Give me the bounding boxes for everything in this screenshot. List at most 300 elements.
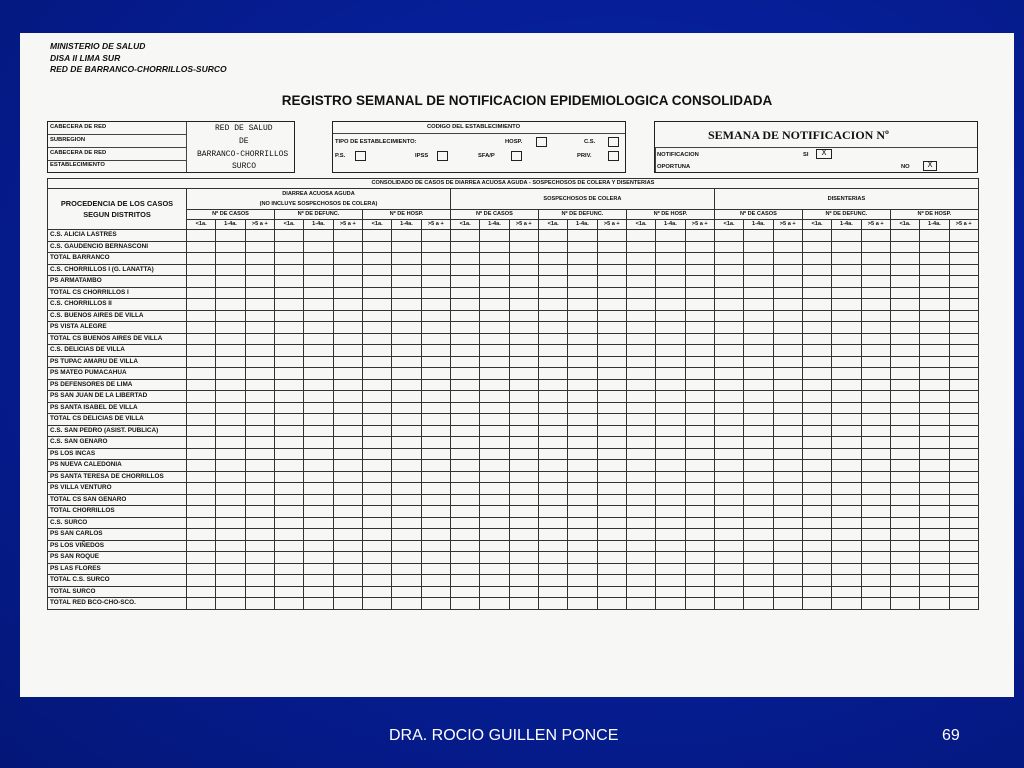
data-cell[interactable] bbox=[187, 460, 216, 472]
data-cell[interactable] bbox=[714, 471, 743, 483]
data-cell[interactable] bbox=[362, 264, 391, 276]
data-cell[interactable] bbox=[949, 299, 978, 311]
data-cell[interactable] bbox=[421, 333, 450, 345]
data-cell[interactable] bbox=[187, 575, 216, 587]
data-cell[interactable] bbox=[480, 471, 509, 483]
data-cell[interactable] bbox=[920, 425, 949, 437]
data-cell[interactable] bbox=[480, 356, 509, 368]
data-cell[interactable] bbox=[362, 529, 391, 541]
data-cell[interactable] bbox=[861, 494, 890, 506]
data-cell[interactable] bbox=[362, 414, 391, 426]
data-cell[interactable] bbox=[304, 552, 333, 564]
data-cell[interactable] bbox=[744, 310, 773, 322]
data-cell[interactable] bbox=[538, 391, 567, 403]
data-cell[interactable] bbox=[480, 322, 509, 334]
data-cell[interactable] bbox=[245, 402, 274, 414]
data-cell[interactable] bbox=[509, 437, 538, 449]
data-cell[interactable] bbox=[450, 471, 479, 483]
data-cell[interactable] bbox=[685, 540, 714, 552]
data-cell[interactable] bbox=[216, 563, 245, 575]
data-cell[interactable] bbox=[509, 368, 538, 380]
data-cell[interactable] bbox=[626, 368, 655, 380]
data-cell[interactable] bbox=[568, 345, 597, 357]
data-cell[interactable] bbox=[832, 586, 861, 598]
data-cell[interactable] bbox=[714, 586, 743, 598]
data-cell[interactable] bbox=[333, 437, 362, 449]
data-cell[interactable] bbox=[568, 253, 597, 265]
data-cell[interactable] bbox=[802, 310, 831, 322]
data-cell[interactable] bbox=[832, 333, 861, 345]
data-cell[interactable] bbox=[392, 540, 421, 552]
data-cell[interactable] bbox=[949, 241, 978, 253]
data-cell[interactable] bbox=[773, 586, 802, 598]
data-cell[interactable] bbox=[685, 552, 714, 564]
data-cell[interactable] bbox=[626, 322, 655, 334]
data-cell[interactable] bbox=[362, 552, 391, 564]
data-cell[interactable] bbox=[685, 368, 714, 380]
data-cell[interactable] bbox=[216, 414, 245, 426]
data-cell[interactable] bbox=[832, 264, 861, 276]
data-cell[interactable] bbox=[656, 299, 685, 311]
data-cell[interactable] bbox=[187, 586, 216, 598]
data-cell[interactable] bbox=[274, 598, 303, 610]
data-cell[interactable] bbox=[538, 368, 567, 380]
data-cell[interactable] bbox=[773, 529, 802, 541]
data-cell[interactable] bbox=[392, 586, 421, 598]
data-cell[interactable] bbox=[597, 494, 626, 506]
data-cell[interactable] bbox=[626, 276, 655, 288]
data-cell[interactable] bbox=[714, 345, 743, 357]
data-cell[interactable] bbox=[509, 322, 538, 334]
data-cell[interactable] bbox=[949, 276, 978, 288]
data-cell[interactable] bbox=[187, 506, 216, 518]
data-cell[interactable] bbox=[216, 494, 245, 506]
data-cell[interactable] bbox=[744, 368, 773, 380]
data-cell[interactable] bbox=[362, 333, 391, 345]
data-cell[interactable] bbox=[187, 448, 216, 460]
data-cell[interactable] bbox=[626, 414, 655, 426]
data-cell[interactable] bbox=[450, 517, 479, 529]
data-cell[interactable] bbox=[362, 460, 391, 472]
data-cell[interactable] bbox=[685, 437, 714, 449]
data-cell[interactable] bbox=[773, 264, 802, 276]
data-cell[interactable] bbox=[274, 333, 303, 345]
data-cell[interactable] bbox=[187, 230, 216, 242]
data-cell[interactable] bbox=[187, 414, 216, 426]
data-cell[interactable] bbox=[216, 253, 245, 265]
data-cell[interactable] bbox=[450, 563, 479, 575]
data-cell[interactable] bbox=[949, 379, 978, 391]
data-cell[interactable] bbox=[597, 299, 626, 311]
data-cell[interactable] bbox=[920, 506, 949, 518]
data-cell[interactable] bbox=[538, 230, 567, 242]
data-cell[interactable] bbox=[773, 402, 802, 414]
data-cell[interactable] bbox=[274, 356, 303, 368]
data-cell[interactable] bbox=[187, 540, 216, 552]
data-cell[interactable] bbox=[802, 425, 831, 437]
data-cell[interactable] bbox=[802, 575, 831, 587]
data-cell[interactable] bbox=[187, 333, 216, 345]
data-cell[interactable] bbox=[568, 333, 597, 345]
data-cell[interactable] bbox=[714, 368, 743, 380]
data-cell[interactable] bbox=[714, 253, 743, 265]
data-cell[interactable] bbox=[861, 471, 890, 483]
data-cell[interactable] bbox=[245, 299, 274, 311]
data-cell[interactable] bbox=[245, 287, 274, 299]
data-cell[interactable] bbox=[626, 287, 655, 299]
data-cell[interactable] bbox=[480, 414, 509, 426]
data-cell[interactable] bbox=[216, 448, 245, 460]
data-cell[interactable] bbox=[216, 345, 245, 357]
data-cell[interactable] bbox=[920, 310, 949, 322]
data-cell[interactable] bbox=[362, 586, 391, 598]
data-cell[interactable] bbox=[861, 437, 890, 449]
data-cell[interactable] bbox=[333, 506, 362, 518]
data-cell[interactable] bbox=[304, 483, 333, 495]
data-cell[interactable] bbox=[597, 563, 626, 575]
data-cell[interactable] bbox=[802, 379, 831, 391]
data-cell[interactable] bbox=[450, 598, 479, 610]
data-cell[interactable] bbox=[450, 575, 479, 587]
data-cell[interactable] bbox=[187, 253, 216, 265]
data-cell[interactable] bbox=[362, 322, 391, 334]
data-cell[interactable] bbox=[450, 552, 479, 564]
data-cell[interactable] bbox=[304, 425, 333, 437]
data-cell[interactable] bbox=[744, 563, 773, 575]
data-cell[interactable] bbox=[245, 563, 274, 575]
data-cell[interactable] bbox=[216, 586, 245, 598]
data-cell[interactable] bbox=[421, 402, 450, 414]
data-cell[interactable] bbox=[656, 414, 685, 426]
option-ps-checkbox[interactable] bbox=[355, 151, 366, 161]
data-cell[interactable] bbox=[538, 448, 567, 460]
data-cell[interactable] bbox=[245, 333, 274, 345]
data-cell[interactable] bbox=[216, 425, 245, 437]
data-cell[interactable] bbox=[685, 264, 714, 276]
data-cell[interactable] bbox=[656, 471, 685, 483]
data-cell[interactable] bbox=[597, 483, 626, 495]
data-cell[interactable] bbox=[802, 540, 831, 552]
data-cell[interactable] bbox=[480, 230, 509, 242]
data-cell[interactable] bbox=[480, 276, 509, 288]
data-cell[interactable] bbox=[362, 598, 391, 610]
data-cell[interactable] bbox=[861, 586, 890, 598]
data-cell[interactable] bbox=[245, 460, 274, 472]
data-cell[interactable] bbox=[362, 425, 391, 437]
data-cell[interactable] bbox=[362, 356, 391, 368]
data-cell[interactable] bbox=[450, 299, 479, 311]
data-cell[interactable] bbox=[509, 241, 538, 253]
data-cell[interactable] bbox=[832, 276, 861, 288]
data-cell[interactable] bbox=[714, 517, 743, 529]
data-cell[interactable] bbox=[480, 368, 509, 380]
data-cell[interactable] bbox=[949, 540, 978, 552]
data-cell[interactable] bbox=[450, 368, 479, 380]
data-cell[interactable] bbox=[304, 506, 333, 518]
data-cell[interactable] bbox=[949, 253, 978, 265]
data-cell[interactable] bbox=[304, 448, 333, 460]
option-priv-checkbox[interactable] bbox=[608, 151, 619, 161]
data-cell[interactable] bbox=[421, 356, 450, 368]
data-cell[interactable] bbox=[450, 379, 479, 391]
data-cell[interactable] bbox=[392, 253, 421, 265]
data-cell[interactable] bbox=[333, 425, 362, 437]
data-cell[interactable] bbox=[421, 425, 450, 437]
data-cell[interactable] bbox=[949, 310, 978, 322]
data-cell[interactable] bbox=[714, 414, 743, 426]
data-cell[interactable] bbox=[568, 356, 597, 368]
data-cell[interactable] bbox=[538, 356, 567, 368]
data-cell[interactable] bbox=[509, 517, 538, 529]
data-cell[interactable] bbox=[597, 471, 626, 483]
data-cell[interactable] bbox=[920, 483, 949, 495]
data-cell[interactable] bbox=[304, 460, 333, 472]
data-cell[interactable] bbox=[245, 414, 274, 426]
data-cell[interactable] bbox=[920, 402, 949, 414]
data-cell[interactable] bbox=[685, 402, 714, 414]
data-cell[interactable] bbox=[685, 287, 714, 299]
data-cell[interactable] bbox=[450, 333, 479, 345]
data-cell[interactable] bbox=[480, 379, 509, 391]
data-cell[interactable] bbox=[656, 540, 685, 552]
data-cell[interactable] bbox=[656, 379, 685, 391]
data-cell[interactable] bbox=[274, 517, 303, 529]
data-cell[interactable] bbox=[274, 425, 303, 437]
data-cell[interactable] bbox=[773, 322, 802, 334]
data-cell[interactable] bbox=[392, 333, 421, 345]
data-cell[interactable] bbox=[568, 287, 597, 299]
data-cell[interactable] bbox=[480, 287, 509, 299]
data-cell[interactable] bbox=[832, 540, 861, 552]
data-cell[interactable] bbox=[832, 460, 861, 472]
data-cell[interactable] bbox=[421, 345, 450, 357]
data-cell[interactable] bbox=[685, 310, 714, 322]
data-cell[interactable] bbox=[538, 552, 567, 564]
data-cell[interactable] bbox=[685, 276, 714, 288]
data-cell[interactable] bbox=[949, 506, 978, 518]
data-cell[interactable] bbox=[744, 230, 773, 242]
data-cell[interactable] bbox=[538, 586, 567, 598]
data-cell[interactable] bbox=[597, 379, 626, 391]
data-cell[interactable] bbox=[744, 586, 773, 598]
data-cell[interactable] bbox=[626, 333, 655, 345]
data-cell[interactable] bbox=[597, 356, 626, 368]
data-cell[interactable] bbox=[861, 368, 890, 380]
data-cell[interactable] bbox=[421, 460, 450, 472]
data-cell[interactable] bbox=[832, 414, 861, 426]
option-hosp-checkbox[interactable] bbox=[536, 137, 547, 147]
data-cell[interactable] bbox=[450, 448, 479, 460]
data-cell[interactable] bbox=[773, 598, 802, 610]
data-cell[interactable] bbox=[538, 483, 567, 495]
data-cell[interactable] bbox=[656, 310, 685, 322]
data-cell[interactable] bbox=[685, 517, 714, 529]
data-cell[interactable] bbox=[274, 460, 303, 472]
data-cell[interactable] bbox=[920, 287, 949, 299]
data-cell[interactable] bbox=[890, 483, 919, 495]
data-cell[interactable] bbox=[509, 563, 538, 575]
data-cell[interactable] bbox=[538, 299, 567, 311]
data-cell[interactable] bbox=[626, 494, 655, 506]
data-cell[interactable] bbox=[920, 276, 949, 288]
data-cell[interactable] bbox=[450, 460, 479, 472]
data-cell[interactable] bbox=[362, 299, 391, 311]
data-cell[interactable] bbox=[773, 425, 802, 437]
data-cell[interactable] bbox=[421, 322, 450, 334]
data-cell[interactable] bbox=[216, 529, 245, 541]
data-cell[interactable] bbox=[920, 563, 949, 575]
data-cell[interactable] bbox=[949, 368, 978, 380]
data-cell[interactable] bbox=[538, 287, 567, 299]
data-cell[interactable] bbox=[480, 437, 509, 449]
data-cell[interactable] bbox=[333, 414, 362, 426]
data-cell[interactable] bbox=[656, 322, 685, 334]
data-cell[interactable] bbox=[656, 368, 685, 380]
data-cell[interactable] bbox=[920, 540, 949, 552]
data-cell[interactable] bbox=[480, 586, 509, 598]
data-cell[interactable] bbox=[685, 460, 714, 472]
data-cell[interactable] bbox=[920, 264, 949, 276]
data-cell[interactable] bbox=[421, 494, 450, 506]
data-cell[interactable] bbox=[890, 310, 919, 322]
data-cell[interactable] bbox=[920, 414, 949, 426]
data-cell[interactable] bbox=[480, 253, 509, 265]
data-cell[interactable] bbox=[538, 310, 567, 322]
data-cell[interactable] bbox=[890, 448, 919, 460]
data-cell[interactable] bbox=[568, 598, 597, 610]
data-cell[interactable] bbox=[333, 563, 362, 575]
data-cell[interactable] bbox=[949, 322, 978, 334]
data-cell[interactable] bbox=[626, 402, 655, 414]
data-cell[interactable] bbox=[304, 287, 333, 299]
data-cell[interactable] bbox=[392, 563, 421, 575]
data-cell[interactable] bbox=[304, 563, 333, 575]
data-cell[interactable] bbox=[832, 253, 861, 265]
data-cell[interactable] bbox=[450, 241, 479, 253]
data-cell[interactable] bbox=[626, 230, 655, 242]
data-cell[interactable] bbox=[509, 310, 538, 322]
data-cell[interactable] bbox=[216, 230, 245, 242]
data-cell[interactable] bbox=[216, 333, 245, 345]
data-cell[interactable] bbox=[773, 483, 802, 495]
data-cell[interactable] bbox=[802, 517, 831, 529]
data-cell[interactable] bbox=[714, 264, 743, 276]
data-cell[interactable] bbox=[685, 471, 714, 483]
data-cell[interactable] bbox=[920, 552, 949, 564]
data-cell[interactable] bbox=[509, 575, 538, 587]
data-cell[interactable] bbox=[392, 437, 421, 449]
data-cell[interactable] bbox=[773, 517, 802, 529]
data-cell[interactable] bbox=[392, 517, 421, 529]
data-cell[interactable] bbox=[333, 552, 362, 564]
data-cell[interactable] bbox=[333, 230, 362, 242]
data-cell[interactable] bbox=[890, 333, 919, 345]
data-cell[interactable] bbox=[802, 586, 831, 598]
data-cell[interactable] bbox=[216, 310, 245, 322]
data-cell[interactable] bbox=[832, 494, 861, 506]
data-cell[interactable] bbox=[920, 437, 949, 449]
data-cell[interactable] bbox=[274, 414, 303, 426]
data-cell[interactable] bbox=[568, 460, 597, 472]
data-cell[interactable] bbox=[450, 494, 479, 506]
data-cell[interactable] bbox=[245, 552, 274, 564]
data-cell[interactable] bbox=[626, 356, 655, 368]
data-cell[interactable] bbox=[656, 529, 685, 541]
data-cell[interactable] bbox=[450, 402, 479, 414]
data-cell[interactable] bbox=[421, 414, 450, 426]
data-cell[interactable] bbox=[597, 540, 626, 552]
data-cell[interactable] bbox=[773, 563, 802, 575]
data-cell[interactable] bbox=[245, 230, 274, 242]
data-cell[interactable] bbox=[949, 494, 978, 506]
data-cell[interactable] bbox=[802, 391, 831, 403]
data-cell[interactable] bbox=[304, 414, 333, 426]
data-cell[interactable] bbox=[421, 310, 450, 322]
option-ipss-checkbox[interactable] bbox=[437, 151, 448, 161]
data-cell[interactable] bbox=[538, 529, 567, 541]
data-cell[interactable] bbox=[421, 529, 450, 541]
data-cell[interactable] bbox=[568, 437, 597, 449]
data-cell[interactable] bbox=[597, 506, 626, 518]
data-cell[interactable] bbox=[890, 322, 919, 334]
data-cell[interactable] bbox=[773, 276, 802, 288]
data-cell[interactable] bbox=[626, 310, 655, 322]
data-cell[interactable] bbox=[216, 598, 245, 610]
data-cell[interactable] bbox=[890, 437, 919, 449]
data-cell[interactable] bbox=[861, 529, 890, 541]
data-cell[interactable] bbox=[773, 299, 802, 311]
data-cell[interactable] bbox=[890, 586, 919, 598]
data-cell[interactable] bbox=[304, 310, 333, 322]
data-cell[interactable] bbox=[392, 322, 421, 334]
data-cell[interactable] bbox=[802, 264, 831, 276]
data-cell[interactable] bbox=[304, 471, 333, 483]
data-cell[interactable] bbox=[626, 391, 655, 403]
data-cell[interactable] bbox=[274, 391, 303, 403]
data-cell[interactable] bbox=[832, 437, 861, 449]
data-cell[interactable] bbox=[890, 299, 919, 311]
data-cell[interactable] bbox=[509, 506, 538, 518]
data-cell[interactable] bbox=[773, 379, 802, 391]
data-cell[interactable] bbox=[509, 540, 538, 552]
data-cell[interactable] bbox=[392, 299, 421, 311]
data-cell[interactable] bbox=[656, 253, 685, 265]
data-cell[interactable] bbox=[216, 552, 245, 564]
data-cell[interactable] bbox=[362, 448, 391, 460]
data-cell[interactable] bbox=[392, 356, 421, 368]
data-cell[interactable] bbox=[450, 506, 479, 518]
data-cell[interactable] bbox=[509, 345, 538, 357]
data-cell[interactable] bbox=[832, 575, 861, 587]
data-cell[interactable] bbox=[920, 575, 949, 587]
data-cell[interactable] bbox=[656, 494, 685, 506]
data-cell[interactable] bbox=[245, 310, 274, 322]
data-cell[interactable] bbox=[890, 471, 919, 483]
data-cell[interactable] bbox=[861, 299, 890, 311]
data-cell[interactable] bbox=[245, 494, 274, 506]
data-cell[interactable] bbox=[861, 310, 890, 322]
data-cell[interactable] bbox=[304, 529, 333, 541]
data-cell[interactable] bbox=[920, 448, 949, 460]
data-cell[interactable] bbox=[392, 345, 421, 357]
data-cell[interactable] bbox=[245, 276, 274, 288]
data-cell[interactable] bbox=[333, 264, 362, 276]
data-cell[interactable] bbox=[890, 552, 919, 564]
data-cell[interactable] bbox=[245, 540, 274, 552]
data-cell[interactable] bbox=[890, 264, 919, 276]
data-cell[interactable] bbox=[949, 264, 978, 276]
data-cell[interactable] bbox=[392, 448, 421, 460]
